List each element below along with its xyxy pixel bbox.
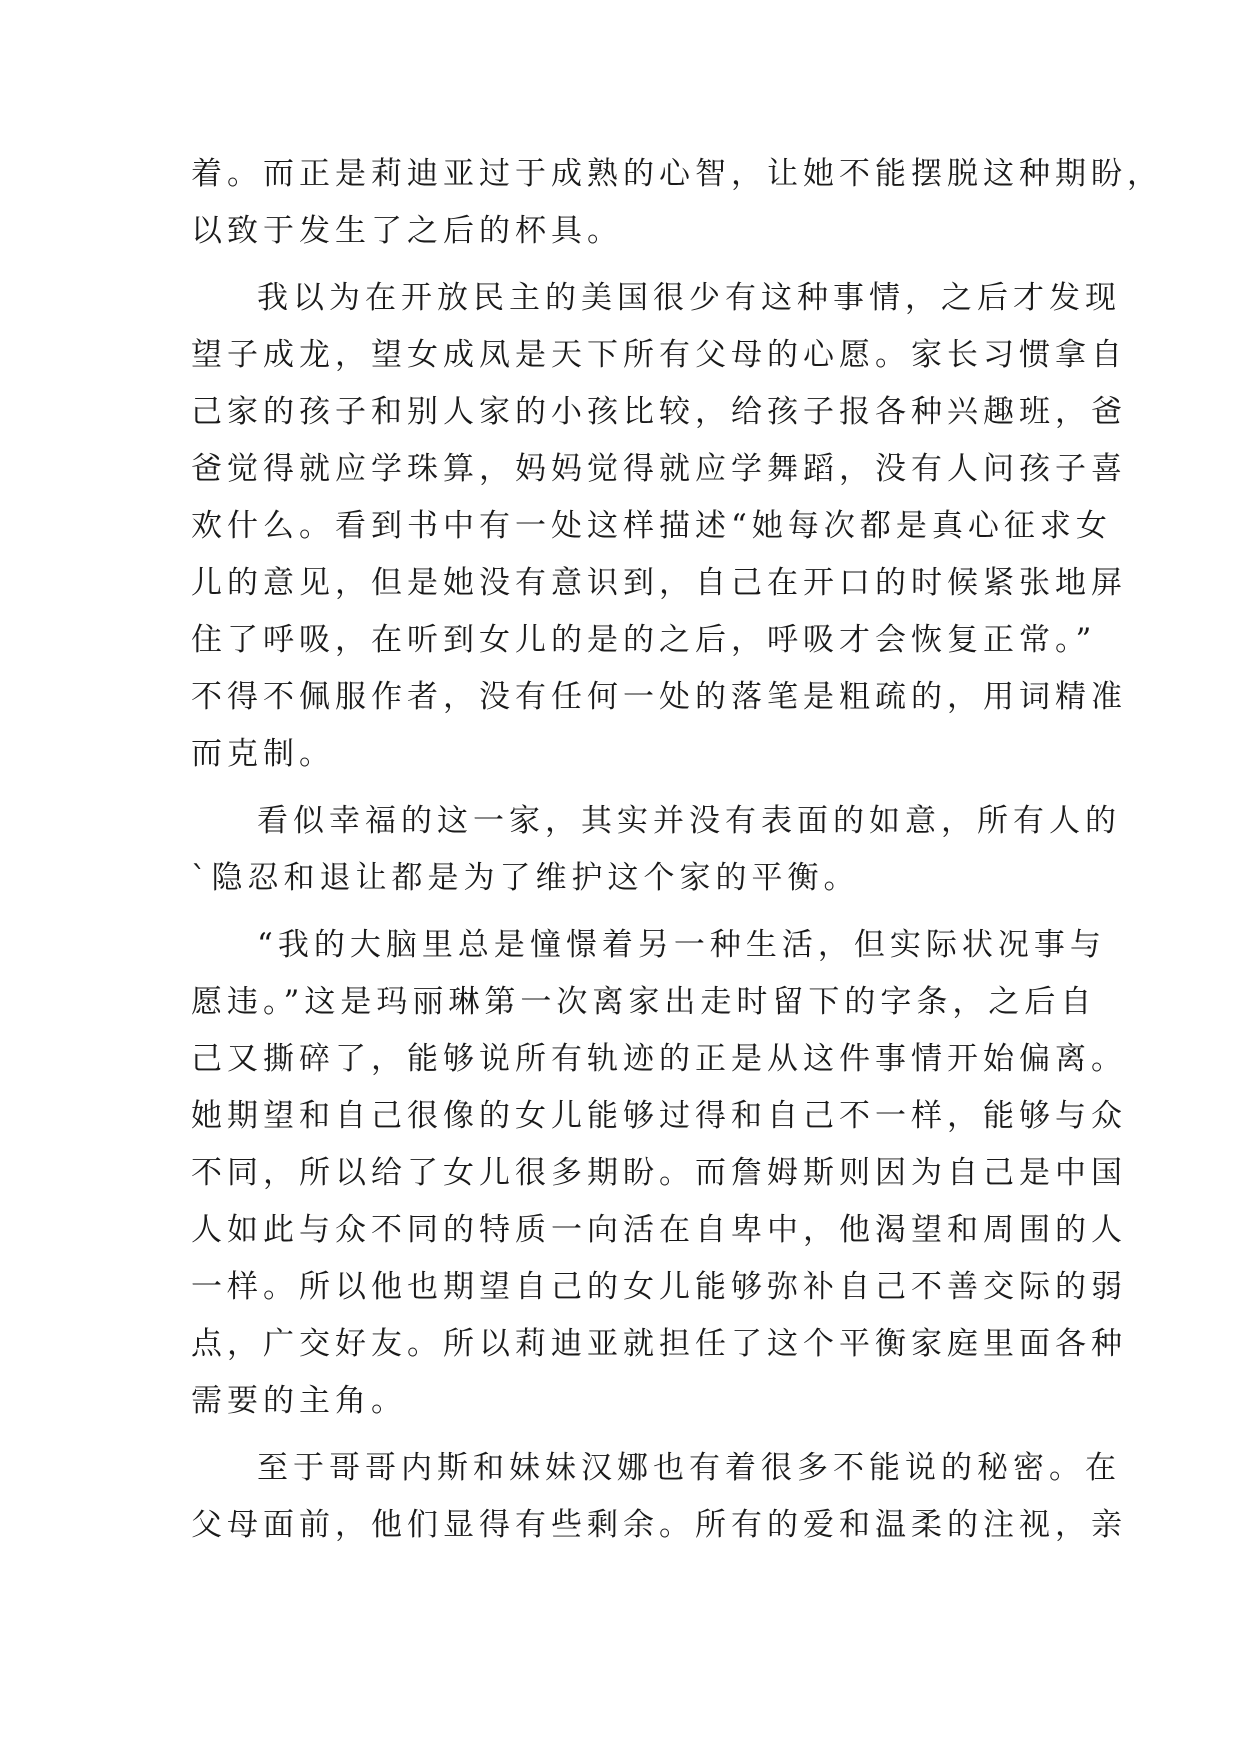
text-line: 人如此与众不同的特质一向活在自卑中，他渴望和周围的人: [191, 1212, 1127, 1248]
text-line: 儿的意见，但是她没有意识到，自己在开口的时候紧张地屏: [191, 565, 1127, 601]
text-line: `隐忍和退让都是为了维护这个家的平衡。: [191, 860, 860, 896]
text-line: 着。而正是莉迪亚过于成熟的心智，让她不能摆脱这种期盼，: [191, 156, 1163, 192]
text-line: 需要的主角。: [191, 1383, 407, 1419]
text-line: 点，广交好友。所以莉迪亚就担任了这个平衡家庭里面各种: [191, 1326, 1127, 1362]
text-line: 以致于发生了之后的杯具。: [191, 213, 623, 249]
text-line: 爸觉得就应学珠算，妈妈觉得就应学舞蹈，没有人问孩子喜: [191, 451, 1127, 487]
body-text: [191, 146, 1163, 1554]
text-line: 我以为在开放民主的美国很少有这种事情，之后才发现: [257, 280, 1121, 316]
text-line: 父母面前，他们显得有些剩余。所有的爱和温柔的注视，亲: [191, 1507, 1127, 1543]
text-line: 己家的孩子和别人家的小孩比较，给孩子报各种兴趣班，爸: [191, 394, 1127, 430]
text-line: 而克制。: [191, 736, 335, 772]
paragraph-5: [191, 1440, 1127, 1554]
text-line: 至于哥哥内斯和妹妹汉娜也有着很多不能说的秘密。在: [257, 1450, 1121, 1486]
text-line: 不同，所以给了女儿很多期盼。而詹姆斯则因为自己是中国: [191, 1155, 1127, 1191]
paragraph-3: [191, 793, 1121, 907]
text-line: 望子成龙，望女成凤是天下所有父母的心愿。家长习惯拿自: [191, 337, 1127, 373]
text-line: 一样。所以他也期望自己的女儿能够弥补自己不善交际的弱: [191, 1269, 1127, 1305]
paragraph-1: [191, 146, 1163, 260]
text-line: 不得不佩服作者，没有任何一处的落笔是粗疏的，用词精准: [191, 679, 1127, 715]
text-line: 看似幸福的这一家，其实并没有表面的如意，所有人的: [257, 803, 1121, 839]
text-line: 欢什么。看到书中有一处这样描述“她每次都是真心征求女: [191, 508, 1112, 544]
text-line: 己又撕碎了，能够说所有轨迹的正是从这件事情开始偏离。: [191, 1041, 1127, 1077]
text-line: 住了呼吸，在听到女儿的是的之后，呼吸才会恢复正常。”: [191, 622, 1097, 658]
text-line: “我的大脑里总是憧憬着另一种生活，但实际状况事与: [257, 927, 1106, 963]
paragraph-4: [191, 917, 1127, 1430]
text-line: 她期望和自己很像的女儿能够过得和自己不一样，能够与众: [191, 1098, 1127, 1134]
text-line: 愿违。”这是玛丽琳第一次离家出走时留下的字条，之后自: [191, 984, 1097, 1020]
paragraph-2: [191, 270, 1127, 783]
